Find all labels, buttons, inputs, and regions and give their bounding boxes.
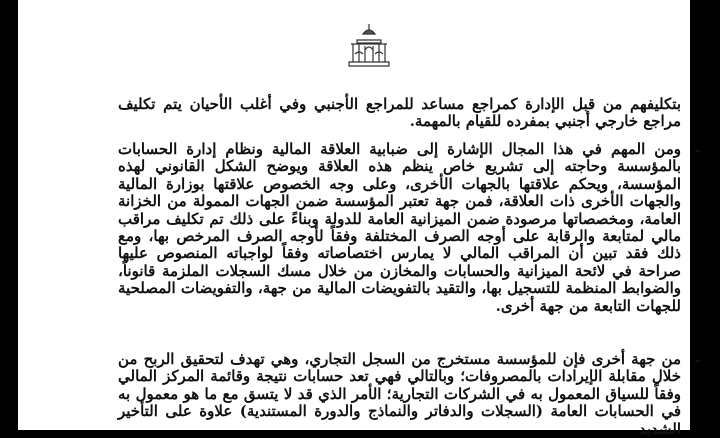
paragraph-2 (118, 140, 701, 315)
paragraph-text: ومن المهم في هذا المجال الإشارة إلى ضبابية العلاقة المالية ونظام إدارة الحسابات بالمؤسسة وحاجته إلى تشريع خاص ينظم هذه العلاقة ويوضح الشكل القانوني لهذه المؤسسة، ويحكم علاقتها بالجهات الأخرى، وعلى وجه الخصوص علاقتها بوزارة المالية والجهات الأخرى ذات العلاقة، فمن جهة تعتبر المؤسسة ضمن الجهات الممولة من الخزانة العامة، ومخصصاتها مرصودة ضمن الميزانية العامة للدولة وبناءً على ذلك تم تكليف مراقب مالي لمتابعة والرقابة على أوجه الصرف المختلفة وفقاً لأوجه الصرف المرخص بها، ومع ذلك فقد تبين أن المراقب المالي لا يمارس اختصاصاته وفقاً لواجباته المنصوص عليها صراحة في لائحة الميزانية والحسابات والمخازن من خلال مسك السجلات الملزمة قانوناً، والضوابط المنظمة للتسجيل بها، والتقيد بالتفويضات المالية من جهة، والتفويضات المصلحية للجهات التابعة من جهة أخرى. (118, 140, 681, 315)
paragraph-1 (118, 96, 681, 131)
building-emblem-icon (343, 20, 395, 72)
document-page (18, 0, 701, 438)
bullet-marker: - (694, 140, 701, 159)
paragraph-3 (118, 350, 701, 438)
paragraph-text: من جهة أخرى فإن للمؤسسة مستخرج من السجل التجاري، وهي تهدف لتحقيق الربح من خلال مقابلة الإيرادات بالمصروفات؛ وبالتالي فهي تعد حسابات نتيجة وقائمة المركز المالي وفقاً للسياق المعمول به في الشركات التجارية؛ الأمر الذي قد لا يتسق مع ما هو معمول به في الحسابات العامة (السجلات والدفاتر والنماذج والدورة المستندية) علاوة على التأخير الشديد (118, 350, 681, 438)
bullet-marker: - (694, 350, 701, 369)
paragraph-text: بتكليفهم من قبل الإدارة كمراجع مساعد للمراجع الأجنبي وفي أغلب الأحيان يتم تكليف مراجع خارجي أجنبي بمفرده للقيام بالمهمة. (118, 95, 681, 131)
